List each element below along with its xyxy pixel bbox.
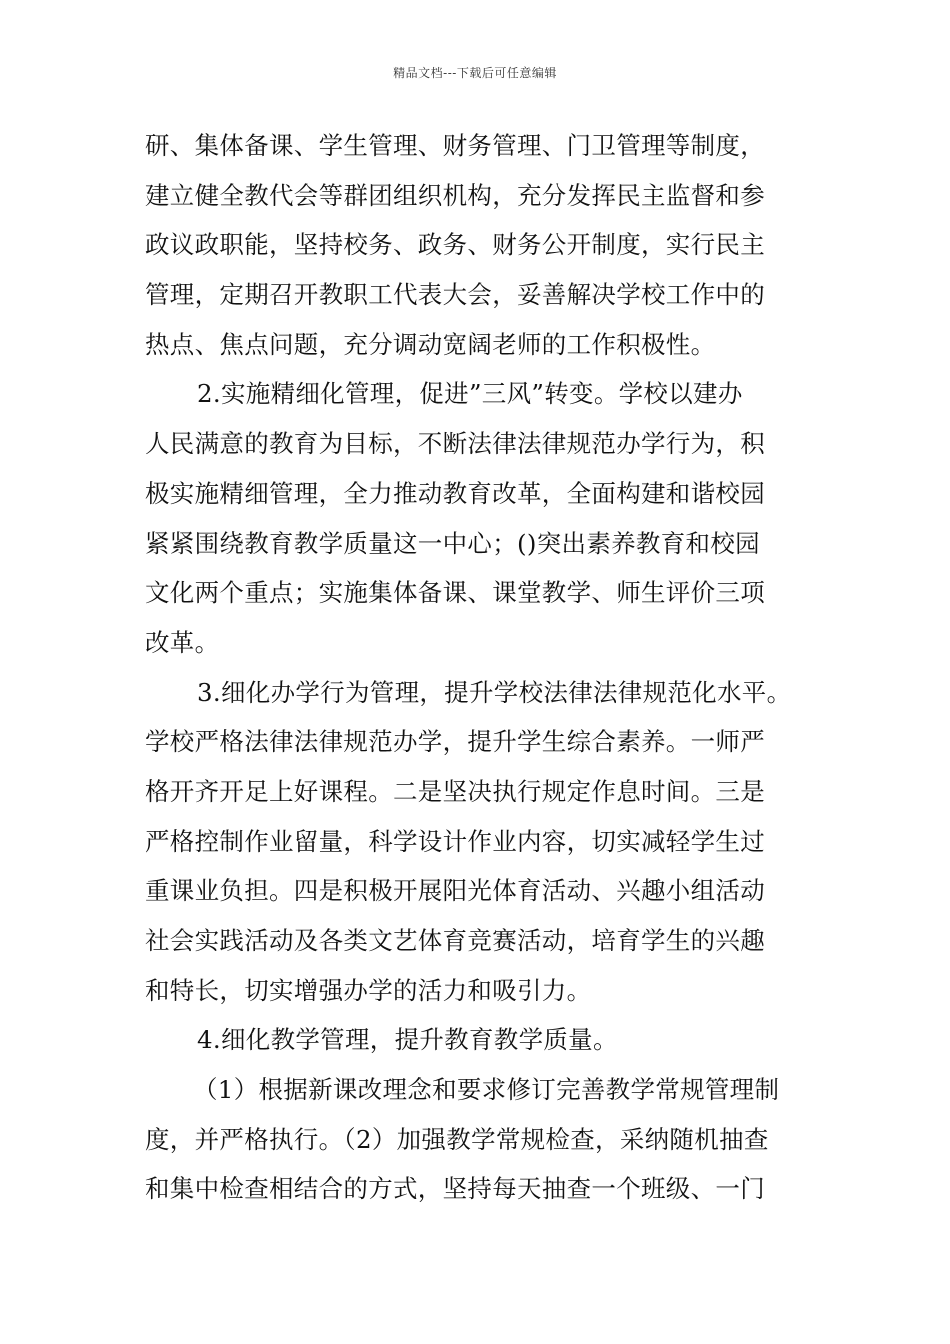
- text-line: 政议政职能，坚持校务、政务、财务公开制度，实行民主: [145, 230, 765, 260]
- text-line: 文化两个重点；实施集体备课、课堂教学、师生评价三项: [145, 578, 765, 608]
- text-line: 和特长，切实增强办学的活力和吸引力。: [145, 975, 592, 1005]
- text-line: 改革。: [145, 627, 220, 657]
- paragraph-5-start: （1）根据新课改理念和要求修订完善教学常规管理制: [193, 1075, 780, 1105]
- text-line: 研、集体备课、学生管理、财务管理、门卫管理等制度，: [145, 131, 765, 160]
- paragraph-2-start: 2.实施精细化管理，促进”三风”转变。学校以建办: [197, 379, 743, 409]
- text-line: 和集中检查相结合的方式，坚持每天抽查一个班级、一门: [145, 1174, 765, 1204]
- text-line: 格开齐开足上好课程。二是坚决执行规定作息时间。三是: [145, 776, 765, 806]
- text-line: 紧紧围绕教育教学质量这一中心；()突出素养教育和校园: [145, 528, 760, 558]
- paragraph-3-start: 3.细化办学行为管理，提升学校法律法律规范化水平。: [197, 677, 792, 707]
- text-line: 极实施精细管理，全力推动教育改革，全面构建和谐校园: [145, 478, 765, 508]
- paragraph-4-start: 4.细化教学管理，提升教育教学质量。: [197, 1025, 618, 1055]
- text-line: 社会实践活动及各类文艺体育竞赛活动，培育学生的兴趣: [145, 926, 765, 955]
- text-line: 管理，定期召开教职工代表大会，妥善解决学校工作中的: [145, 280, 765, 310]
- text-line: 度，并严格执行。（2）加强教学常规检查，采纳随机抽查: [145, 1124, 769, 1154]
- document-body: [145, 126, 825, 1219]
- text-line: 热点、焦点问题，充分调动宽阔老师的工作积极性。: [145, 329, 716, 359]
- text-line: 人民满意的教育为目标，不断法律法律规范办学行为，积: [145, 429, 765, 459]
- page-header: 精品文档---下载后可任意编辑: [393, 66, 557, 80]
- text-line: 建立健全教代会等群团组织机构，充分发挥民主监督和参: [145, 180, 765, 210]
- text-line: 重课业负担。四是积极开展阳光体育活动、兴趣小组活动: [145, 876, 765, 906]
- text-line: 严格控制作业留量，科学设计作业内容，切实减轻学生过: [145, 826, 765, 856]
- text-line: 学校严格法律法律规范办学，提升学生综合素养。一师严: [145, 727, 765, 757]
